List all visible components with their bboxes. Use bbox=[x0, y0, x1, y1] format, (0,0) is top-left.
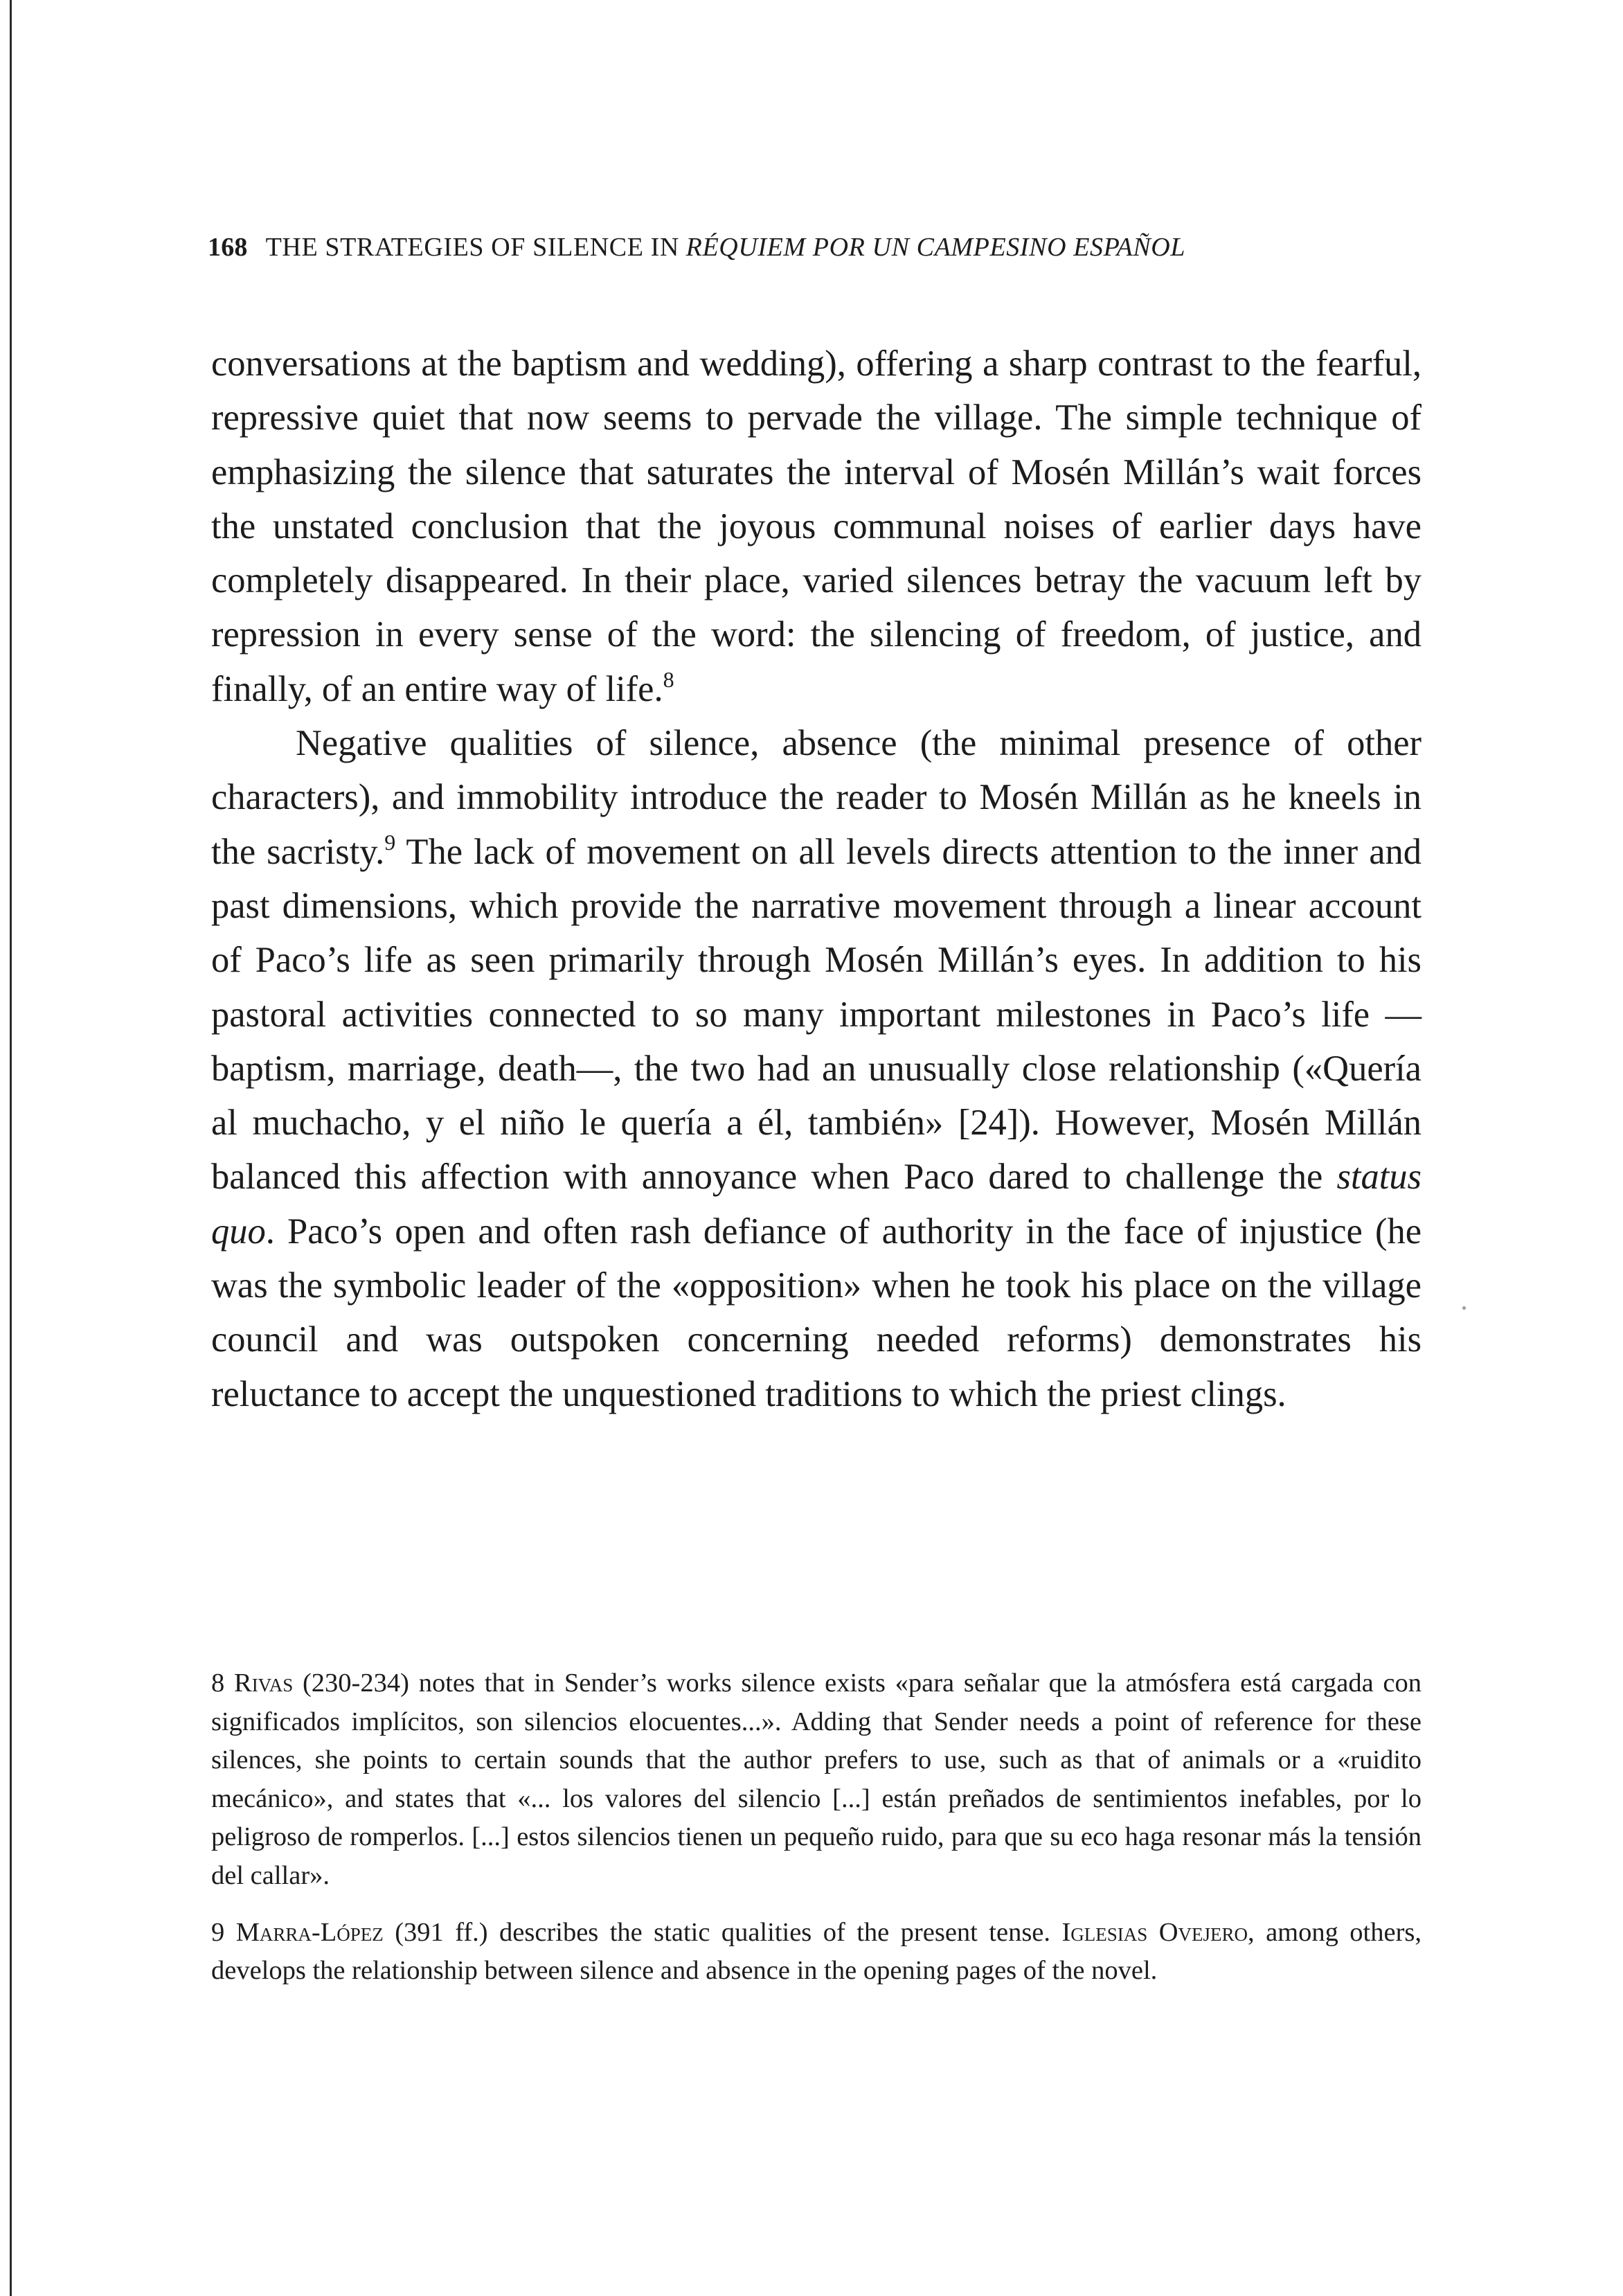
footnote-8 bbox=[211, 1664, 1422, 1896]
paragraph-2-text-c: . Paco’s open and often rash defiance of authority in the face of injustice (he was the symbolic leader of the «opposition» when he took his place on the village council and was outspoken concerning needed reforms) demonstrates his reluctance to accept the unquestioned traditions to which the priest clings. bbox=[211, 1211, 1422, 1414]
paragraph-2-text-b: The lack of movement on all levels directs attention to the inner and past dimensions, which provide the narrative movement through a linear account of Paco’s life as seen primarily through Mosén Millán’s eyes. In addition to his pastoral activities connected to so many important milestones in Paco’s life —baptism, marriage, death—, the two had an unusually close relationship («Quería al muchacho, y el niño le quería a él, también» [24]). However, Mosén Millán balanced this affection with annoyance when Paco dared to challenge the bbox=[211, 831, 1422, 1198]
running-title-italic: RÉQUIEM POR UN CAMPESINO ESPAÑOL bbox=[685, 233, 1186, 262]
page-number: 168 bbox=[208, 233, 248, 262]
footnote-9-text-2: , among others, develops the relationship between silence and absence in the opening pages of the novel. bbox=[211, 1917, 1422, 1986]
paragraph-1-text: conversations at the baptism and wedding), offering a sharp contrast to the fearful, repressive quiet that now seems to pervade the village. The simple technique of emphasizing the silence that saturates the interval of Mosén Millán’s wait forces the unstated conclusion that the joyous communal noises of earlier days have completely disappeared. In their place, varied silences betray the vacuum left by repression in every sense of the word: the silencing of freedom, of justice, and finally, of an entire way of life. bbox=[211, 344, 1422, 709]
footnote-8-number: 8 bbox=[211, 1668, 225, 1698]
main-text bbox=[211, 337, 1422, 1421]
running-head bbox=[208, 230, 1426, 265]
paragraph-2-text-a: Negative qualities of silence, absence (the minimal presence of other characters), and immobility introduce the reader to Mosén Millán as he kneels in the sacristy. bbox=[211, 723, 1422, 872]
paragraph-2 bbox=[211, 716, 1422, 1421]
footnote-ref-9: 9 bbox=[384, 829, 396, 855]
scan-speck bbox=[1462, 1306, 1466, 1310]
footnote-9-author-1: Marra-López bbox=[235, 1917, 384, 1947]
footnotes bbox=[211, 1664, 1422, 1991]
status-quo-italic: status quo bbox=[211, 1157, 1422, 1252]
footnote-9-author-2: Iglesias Ovejero bbox=[1061, 1917, 1248, 1947]
footnote-9-text-1: (391 ff.) describes the static qualities of the present tense. bbox=[383, 1917, 1062, 1947]
running-title: THE STRATEGIES OF SILENCE IN bbox=[265, 233, 679, 262]
footnote-8-author: Rivas bbox=[234, 1668, 294, 1698]
footnote-ref-8: 8 bbox=[663, 666, 674, 692]
scan-edge-line bbox=[10, 0, 12, 2296]
paragraph-1 bbox=[211, 337, 1422, 716]
footnote-8-text: (230-234) notes that in Sender’s works silence exists «para señalar que la atmósfera está cargada con significados implícitos, son silencios elocuentes...». Adding that Sender needs a point of reference for these silences, she points to certain sounds that the author prefers to use, such as that of animals or a «ruidito mecánico», and states that «... los valores del silencio [...] están preñados de sentimientos inefables, por lo peligroso de romperlos. [...] estos silencios tienen un pequeño ruido, para que su eco haga resonar más la tensión del callar». bbox=[211, 1668, 1422, 1890]
footnote-9-number: 9 bbox=[211, 1917, 225, 1947]
footnote-9 bbox=[211, 1914, 1422, 1991]
